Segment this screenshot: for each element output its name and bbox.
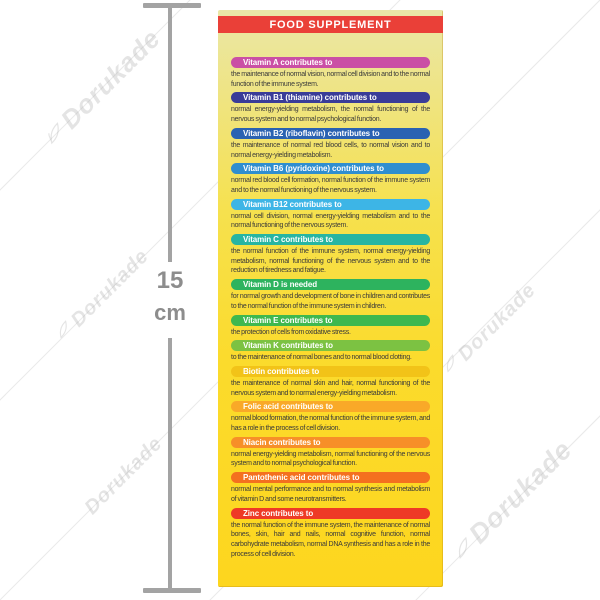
vitamin-body-text: normal cell division, normal energy-yielding metabolism and to the normal functioning of the nervous system. bbox=[231, 212, 430, 230]
vitamin-section bbox=[231, 401, 430, 433]
vitamin-body-text: normal mental performance and to normal synthesis and metabolism of vitamin D and some neurotransmitters. bbox=[231, 486, 430, 503]
vitamin-header-pill bbox=[231, 128, 430, 139]
vitamin-body-text: the maintenance of normal vision, normal cell division and to the normal function of the immune system. bbox=[231, 71, 430, 88]
ruler-unit: cm bbox=[154, 300, 186, 325]
vitamin-header-pill bbox=[231, 57, 430, 68]
ruler-bottom-bar bbox=[143, 588, 201, 593]
vitamin-header-pill bbox=[231, 508, 430, 519]
ruler-value: 15 bbox=[156, 267, 184, 294]
vitamin-section bbox=[231, 199, 430, 231]
watermark-brand: Dorukade bbox=[445, 434, 578, 567]
vitamin-header-label: Vitamin A contributes to bbox=[243, 58, 333, 67]
vitamin-header-pill bbox=[231, 199, 430, 210]
vitamin-body-text: normal energy-yielding metabolism, normal functioning of the nervous system and to normal psychological function. bbox=[231, 450, 430, 468]
watermark-brand: Dorukade bbox=[37, 23, 167, 153]
vitamin-header-label: Vitamin B1 (thiamine) contributes to bbox=[243, 93, 377, 103]
vitamin-body-text: to the maintenance of normal bones and to normal blood clotting. bbox=[231, 354, 412, 362]
vitamin-header-label: Biotin contributes to bbox=[243, 366, 320, 376]
vitamin-section bbox=[231, 128, 430, 160]
vitamin-section bbox=[231, 340, 430, 363]
vitamin-header-pill bbox=[231, 163, 430, 174]
vitamin-header-label: Vitamin C contributes to bbox=[243, 235, 333, 245]
vitamin-sections-list bbox=[218, 57, 443, 559]
vitamin-section bbox=[231, 163, 430, 195]
ruler-line-upper bbox=[168, 8, 172, 262]
vitamin-body-text: the normal function of the immune system, normal energy-yielding metabolism, normal functioning of the nervous system and to the reduction of tiredness and fatigue. bbox=[231, 248, 430, 275]
vitamin-header-label: Vitamin E contributes to bbox=[243, 315, 333, 325]
vitamin-body-text: the maintenance of normal red blood cells, to normal vision and to normal energy-yielding metabolism. bbox=[231, 141, 430, 159]
vitamin-header-label: Vitamin B2 (riboflavin) contributes to bbox=[243, 128, 380, 138]
vitamin-header-pill bbox=[231, 279, 430, 290]
vitamin-header-pill bbox=[231, 340, 430, 351]
food-supplement-banner bbox=[218, 16, 443, 33]
vitamin-header-label: Zinc contributes to bbox=[243, 508, 314, 518]
vitamin-header-label: Vitamin B6 (pyridoxine) contributes to bbox=[243, 164, 384, 174]
vitamin-header-pill bbox=[231, 234, 430, 245]
vitamin-section bbox=[231, 57, 430, 89]
supplement-label-panel bbox=[218, 10, 443, 587]
vitamin-body-text: the protection of cells from oxidative stress. bbox=[231, 328, 351, 336]
leaf-icon bbox=[450, 535, 475, 560]
leaf-icon bbox=[53, 319, 74, 340]
vitamin-header-label: Vitamin D is needed bbox=[243, 280, 317, 290]
vitamin-section bbox=[231, 472, 430, 504]
vitamin-section bbox=[231, 279, 430, 311]
vitamin-header-pill bbox=[231, 315, 430, 326]
vitamin-body-text: the maintenance of normal skin and hair, normal functioning of the nervous system and to normal energy-yielding metabolism. bbox=[231, 379, 430, 397]
food-supplement-title: FOOD SUPPLEMENT bbox=[269, 18, 392, 31]
vitamin-body-text: for normal growth and development of bone in children and contributes to the normal function of the immune system in children. bbox=[231, 293, 430, 310]
vitamin-section bbox=[231, 92, 430, 124]
vitamin-header-label: Vitamin B12 contributes to bbox=[243, 199, 342, 209]
watermark-brand: Dorukade bbox=[80, 432, 167, 519]
vitamin-body-text: normal blood formation, the normal function of the immune system, and has a role in the process of cell division. bbox=[231, 415, 430, 433]
vitamin-header-pill bbox=[231, 472, 430, 483]
ruler-top-bar bbox=[143, 3, 201, 8]
vitamin-body-text: normal red blood cell formation, normal function of the immune system and to the normal functioning of the nervous system. bbox=[231, 177, 430, 194]
vitamin-section bbox=[231, 315, 430, 338]
watermark-brand: Dorukade bbox=[52, 245, 154, 347]
ruler-label bbox=[134, 264, 206, 328]
ruler-line-lower bbox=[168, 338, 172, 588]
vitamin-header-pill bbox=[231, 401, 430, 412]
vitamin-header-label: Niacin contributes to bbox=[243, 437, 321, 447]
vitamin-header-pill bbox=[231, 366, 430, 377]
vitamin-header-label: Vitamin K contributes to bbox=[243, 341, 333, 351]
vitamin-section bbox=[231, 508, 430, 560]
vitamin-section bbox=[231, 366, 430, 398]
vitamin-header-label: Pantothenic acid contributes to bbox=[243, 473, 360, 483]
watermark-brand: Dorukade bbox=[439, 279, 541, 381]
vitamin-body-text: the normal function of the immune system, the maintenance of normal bones, skin, hair and nails, normal cognitive function, normal carbohydrate metabolism, normal DNA synthesis and has a role in the process of cell division. bbox=[231, 521, 430, 558]
vitamin-body-text: normal energy-yielding metabolism, the normal functioning of the nervous system and to normal psychological function. bbox=[231, 106, 430, 124]
vitamin-section bbox=[231, 234, 430, 276]
vitamin-header-pill bbox=[231, 92, 430, 103]
vitamin-header-pill bbox=[231, 437, 430, 448]
vitamin-header-label: Folic acid contributes to bbox=[243, 402, 333, 412]
vitamin-section bbox=[231, 437, 430, 469]
